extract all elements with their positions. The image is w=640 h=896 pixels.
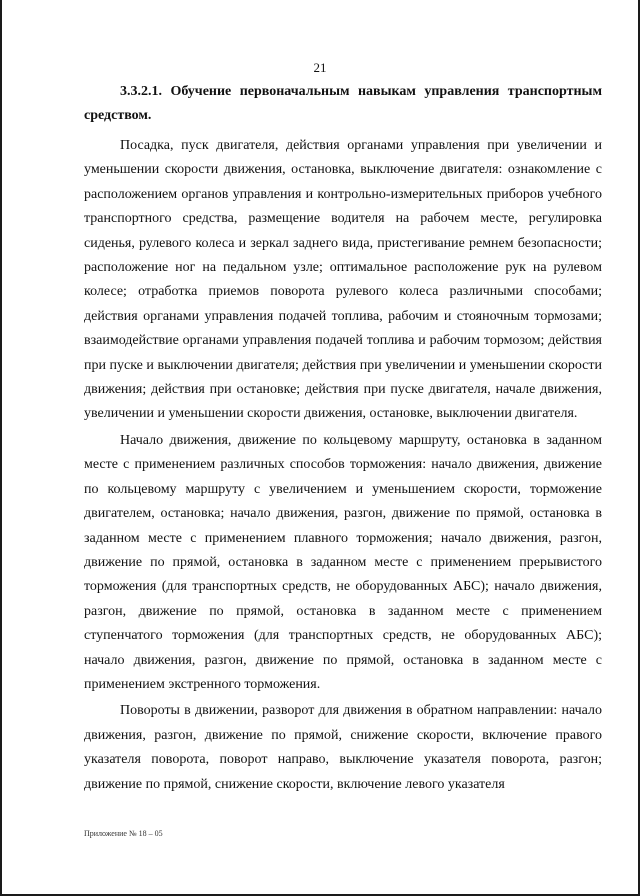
paragraph-2: Начало движения, движение по кольцевому маршруту, остановка в заданном месте с применением различных способов торможения: начало движения, движение по кольцевому маршруту с увеличением и уменьшением скорости, торможение двигателем, остановка; начало движения, разгон, движение по прямой, остановка в заданном месте с применением плавного торможения; начало движения, разгон, движение по прямой, остановка в заданном месте с применением прерывистого торможения (для транспортных средств, не оборудованных АБС); начало движения, разгон, движение по прямой, остановка в заданном месте с применением ступенчатого торможения (для транспортных средств, не оборудованных АБС); начало движения, разгон, движение по прямой, остановка в заданном месте с применением экстренного торможения. [84,432,602,692]
section-title-text: 3.3.2.1. Обучение первоначальным навыкам управления транспортным средством. [84,84,602,123]
paragraph-1: Посадка, пуск двигателя, действия органами управления при увеличении и уменьшении скорости движения, остановка, выключение двигателя: ознакомление с расположением органов управления и контрольно-измерительных приборов учебного транспортного средства, размещение водителя на рабочем месте, регулировка сиденья, рулевого колеса и зеркал заднего вида, пристегивание ремнем безопасности; расположение ног на педальном узле; оптимальное расположение рук на рулевом колесе; отработка приемов поворота рулевого колеса различными способами; действия органами управления подачей топлива, рабочим и стояночным тормозами; взаимодействие органами управления подачей топлива и рабочим тормозом; действия при пуске и выключении двигателя; действия при увеличении и уменьшении скорости движения; действия при остановке; действия при пуске двигателя, начале движения, увеличении и уменьшении скорости движения, остановке, выключении двигателя. [84,138,602,422]
section-title [84,80,602,128]
paragraph-3: Повороты в движении, разворот для движения в обратном направлении: начало движения, разгон, движение по прямой, снижение скорости, включение правого указателя поворота, поворот направо, выключение указателя поворота, разгон; движение по прямой, снижение скорости, включение левого указателя [84,703,602,792]
footer-note: Приложение № 18 – 05 [84,829,163,838]
page-number: 21 [313,60,327,75]
page-content [84,80,602,797]
